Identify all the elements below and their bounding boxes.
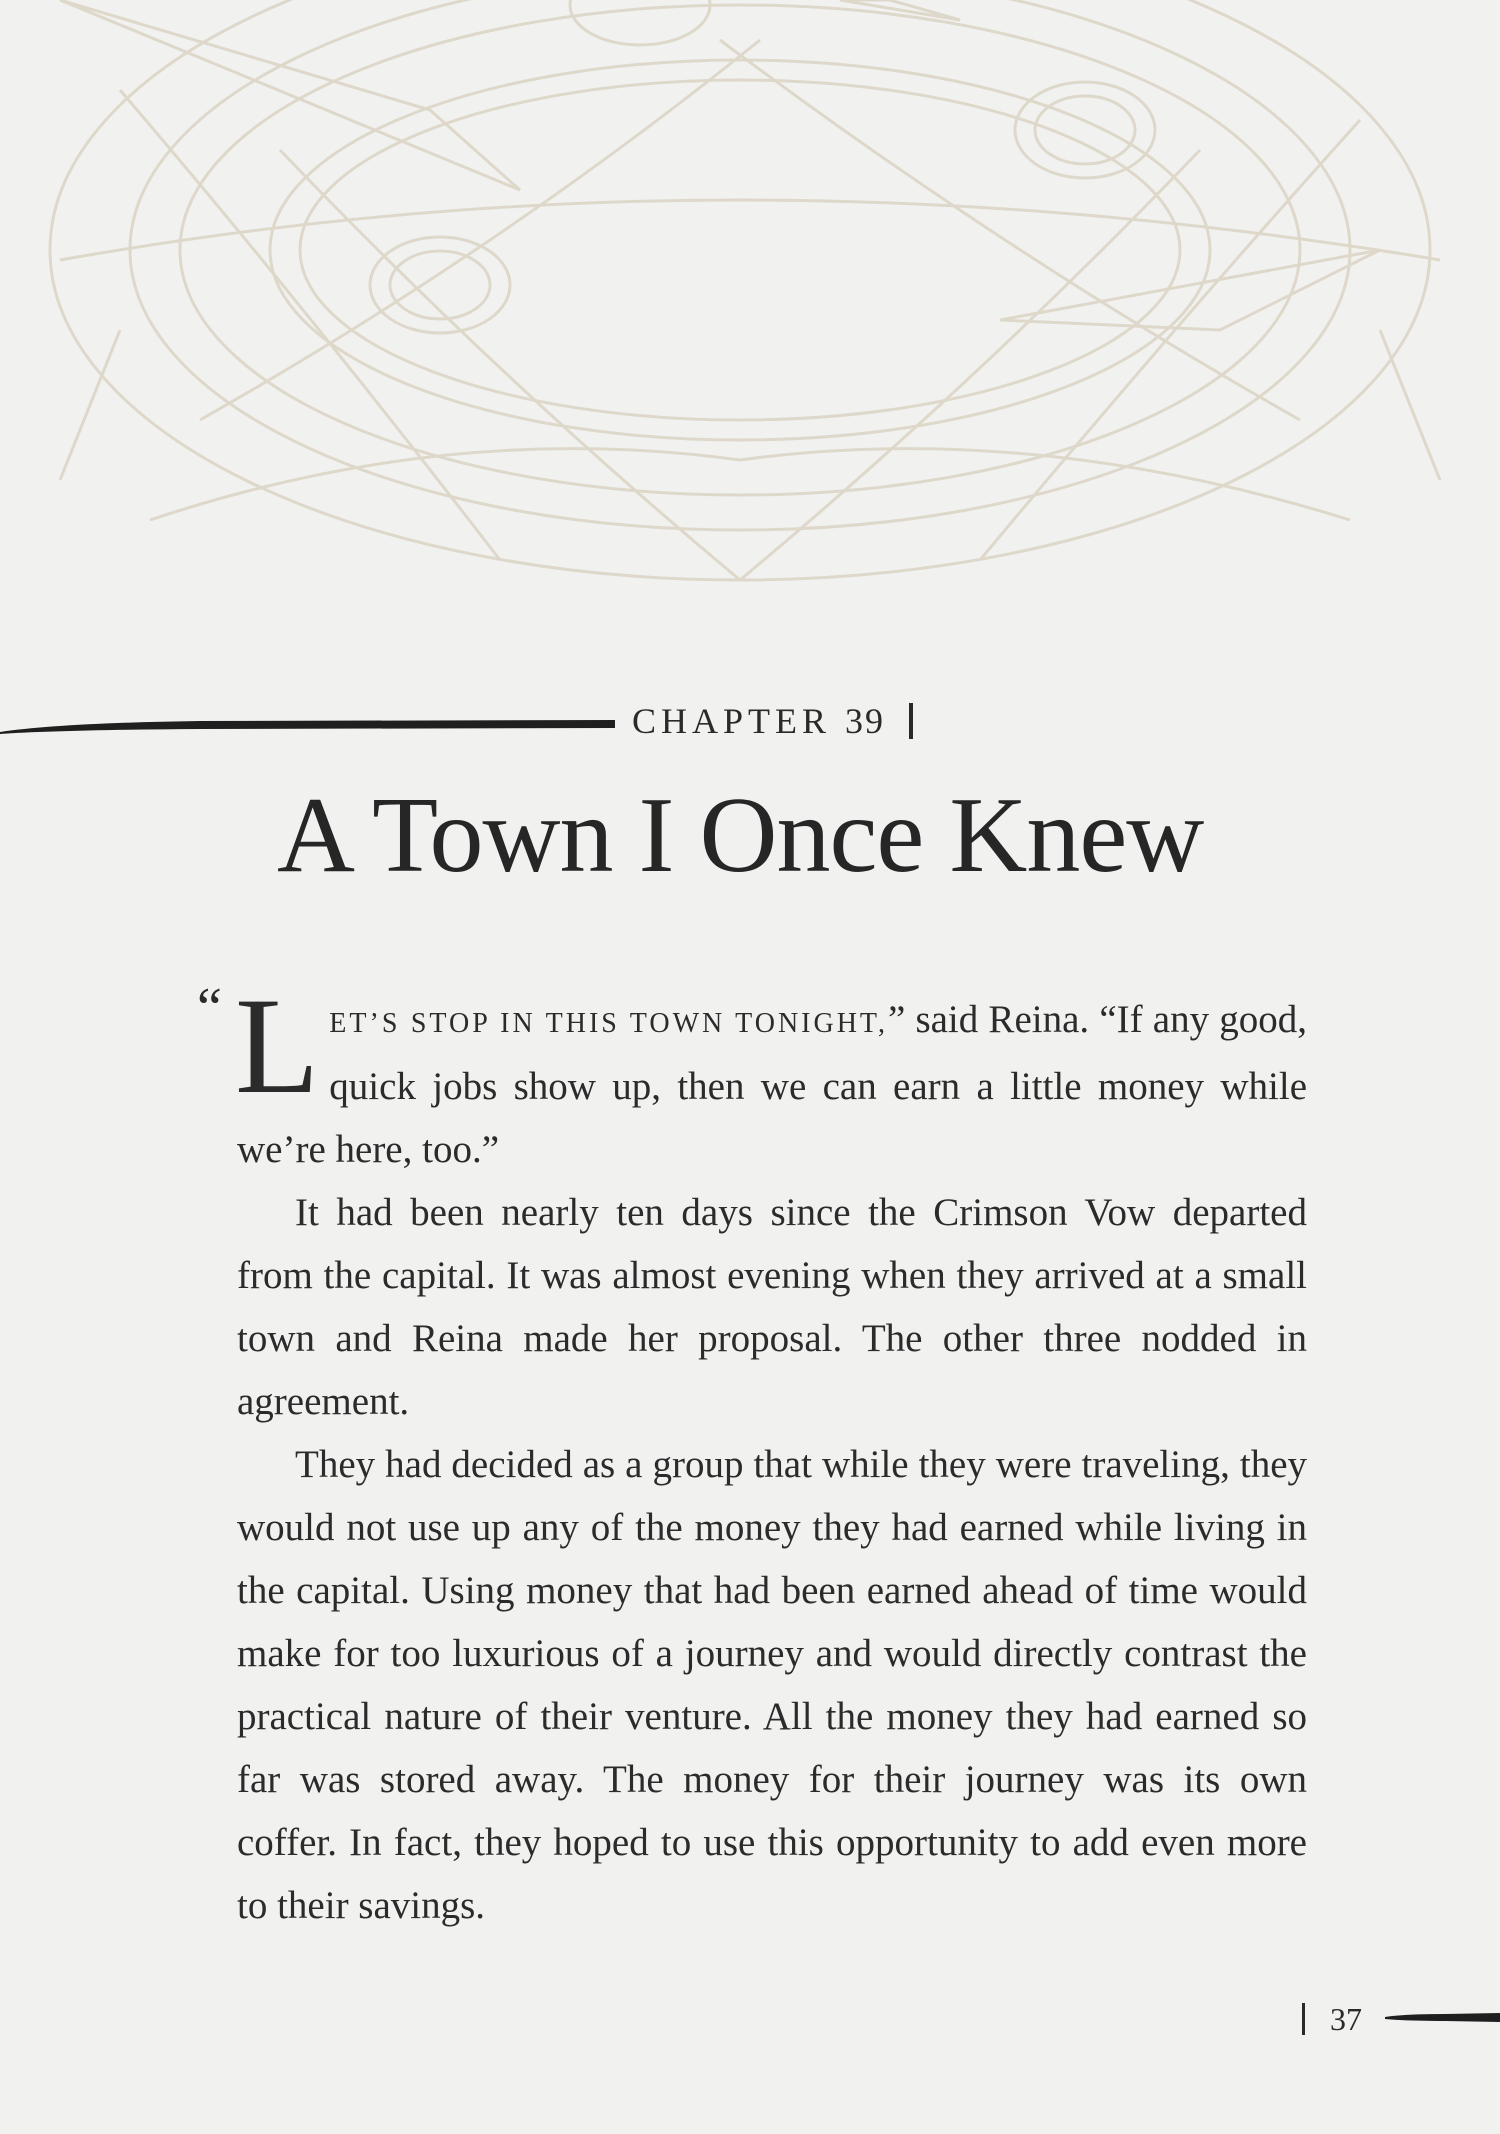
chapter-label: CHAPTER (632, 701, 832, 741)
drop-cap: L (235, 969, 320, 1122)
page-number-divider (1302, 2003, 1305, 2035)
chapter-heading (632, 700, 913, 742)
chapter-number: 39 (845, 701, 886, 741)
magic-circle-ornament (0, 0, 1500, 700)
chapter-title: A Town I Once Knew (277, 776, 1204, 895)
chapter-rule (0, 718, 615, 734)
lead-in-small-caps: ET’S STOP IN THIS TOWN TONIGHT, (329, 1008, 888, 1039)
footer-rule (1385, 2013, 1500, 2023)
paragraph-1-text: ” said Reina. “If any good, quick jobs show up, then we can earn a little money while we’re here, too.” (237, 998, 1308, 1171)
body-text (197, 969, 1308, 1937)
paragraph-2: It had been nearly ten days since the Crimson Vow departed from the capital. It was almost evening when they arrived at a small town and Reina made her proposal. The other three nodded in agreement. (237, 1191, 1307, 1423)
paragraph-3: They had decided as a group that while they were traveling, they would not use up any of the money they had earned while living in the capital. Using money that had been earned ahead of time would make for too luxurious of a journey and would directly contrast the practical nature of their venture. All the money they had earned so far was stored away. The money for their journey was its own coffer. In fact, they hoped to use this opportunity to add even more to their savings. (237, 1443, 1307, 1927)
opening-quote-mark: “ (197, 977, 222, 1039)
page-number: 37 (1330, 2001, 1362, 2037)
chapter-divider (909, 703, 913, 739)
paragraph-1 (235, 969, 1308, 1181)
